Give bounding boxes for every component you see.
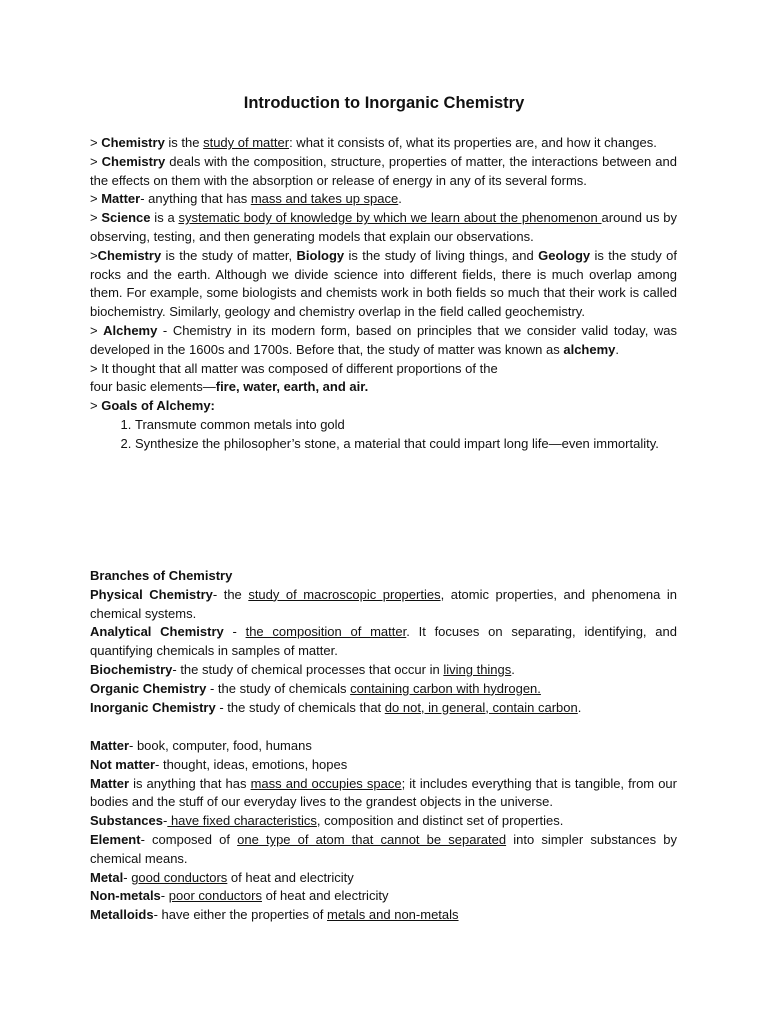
paragraph-physical-chemistry: Physical Chemistry- the study of macroscopic properties, atomic properties, and phenomena in chemical systems. <box>90 586 677 621</box>
goals-list <box>90 416 677 454</box>
page-title: Introduction to Inorganic Chemistry <box>243 94 525 112</box>
paragraph-not-matter-examples: Not matter- thought, ideas, emotions, hopes <box>90 756 348 772</box>
paragraph-non-metals: Non-metals- poor conductors of heat and electricity <box>90 888 389 904</box>
paragraph-fields-of-science: >Chemistry is the study of matter, Biology is the study of living things, and Geology is the study of rocks and the earth. Although we divide science into different fields, there is much overlap among them. For example, some biologists and chemists work in both fields so much that their work is called biochemistry. Similarly, geology and chemistry overlap in the field called geochemistry. <box>90 247 677 320</box>
branches-section <box>90 567 677 717</box>
paragraph-matter-examples: Matter- book, computer, food, humans <box>90 738 312 753</box>
matter-section <box>90 737 677 925</box>
paragraph-matter: > Matter- anything that has mass and takes up space. <box>90 191 402 207</box>
paragraph-chemistry-deals: > Chemistry deals with the composition, structure, properties of matter, the interactions between and the effects on them with the absorption or release of energy in any of its several forms. <box>90 153 677 188</box>
paragraph-goals-heading: > Goals of Alchemy: <box>90 398 215 414</box>
paragraph-analytical-chemistry: Analytical Chemistry - the composition of matter. It focuses on separating, identifying, and quantifying chemicals in samples of matter. <box>90 624 677 659</box>
paragraph-organic-chemistry: Organic Chemistry - the study of chemicals containing carbon with hydrogen. <box>90 680 541 696</box>
list-item: 1. Transmute common metals into gold <box>135 416 677 435</box>
paragraph-science: > Science is a systematic body of knowledge by which we learn about the phenomenon around us by observing, testing, and then generating models that explain our observations. <box>90 210 677 244</box>
paragraph-metal: Metal- good conductors of heat and electricity <box>90 869 354 885</box>
paragraph-biochemistry: Biochemistry- the study of chemical processes that occur in living things. <box>90 661 515 677</box>
intro-section <box>90 134 677 454</box>
paragraph-metalloids: Metalloids- have either the properties of metals and non-metals <box>90 907 459 923</box>
paragraph-substances: Substances- have fixed characteristics, composition and distinct set of properties. <box>90 813 564 829</box>
paragraph-alchemy: > Alchemy - Chemistry in its modern form, based on principles that we consider valid today, was developed in the 1600s and 1700s. Before that, the study of matter was known as alchemy. <box>90 322 677 357</box>
paragraph-four-elements: > It thought that all matter was composed of different proportions of the four basic elements—fire, water, earth, and air. <box>90 360 498 395</box>
list-item: 2. Synthesize the philosopher’s stone, a material that could impart long life—even immortality. <box>135 435 677 454</box>
paragraph-matter-definition: Matter is anything that has mass and occupies space; it includes everything that is tangible, from our bodies and the stuff of our everyday lives to the grandest objects in the universe. <box>90 775 677 810</box>
paragraph-element: Element- composed of one type of atom that cannot be separated into simpler substances by chemical means. <box>90 831 677 866</box>
paragraph-chemistry-definition: > Chemistry is the study of matter: what it consists of, what its properties are, and how it changes. <box>90 135 657 150</box>
section-heading-branches: Branches of Chemistry <box>90 568 233 583</box>
paragraph-inorganic-chemistry: Inorganic Chemistry - the study of chemicals that do not, in general, contain carbon. <box>90 699 582 715</box>
